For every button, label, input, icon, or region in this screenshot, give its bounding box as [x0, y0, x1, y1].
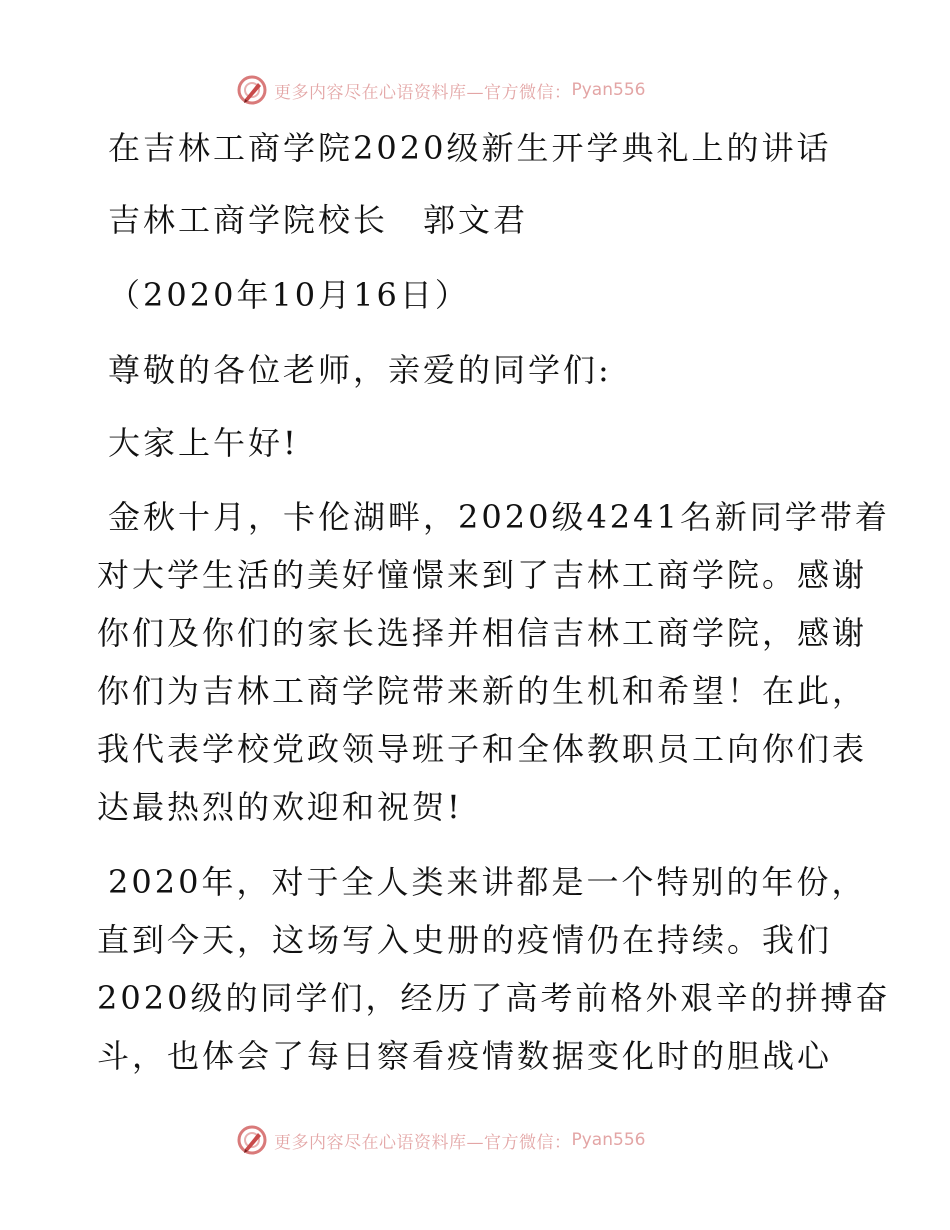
paragraph-line: 金秋十月，卡伦湖畔，2020级4241名新同学带着: [108, 498, 890, 536]
document-author: 吉林工商学院校长 郭文君: [108, 201, 529, 239]
watermark-banner-top: [236, 73, 645, 107]
paragraph-line: 2020级的同学们，经历了高考前格外艰辛的拼搏奋: [97, 979, 891, 1017]
watermark-wechat-id: Pyan556: [571, 1130, 646, 1150]
paragraph-line: 我代表学校党政领导班子和全体教职员工向你们表: [97, 730, 868, 768]
document-title: 在吉林工商学院2020级新生开学典礼上的讲话: [108, 129, 832, 167]
paragraph-line: 你们及你们的家长选择并相信吉林工商学院，感谢: [97, 614, 868, 652]
paragraph-line: 直到今天，这场写入史册的疫情仍在持续。我们: [97, 921, 833, 959]
watermark-banner-bottom: [236, 1123, 645, 1157]
paragraph-line: 你们为吉林工商学院带来新的生机和希望！在此，: [97, 672, 868, 710]
document-greeting: 大家上午好!: [108, 424, 299, 462]
watermark-text: 更多内容尽在心语资料库—官方微信：: [274, 82, 572, 103]
paragraph-line: 对大学生活的美好憧憬来到了吉林工商学院。感谢: [97, 556, 868, 594]
watermark-wechat-id: Pyan556: [571, 80, 646, 100]
pen-logo-icon: [236, 1124, 268, 1156]
pen-logo-icon: [236, 74, 268, 106]
paragraph-line: 斗，也体会了每日察看疫情数据变化时的胆战心: [97, 1037, 833, 1075]
document-date: （2020年10月16日）: [108, 276, 470, 314]
paragraph-line: 达最热烈的欢迎和祝贺!: [97, 788, 463, 826]
paragraph-line: 2020年，对于全人类来讲都是一个特别的年份，: [108, 863, 867, 901]
watermark-text: 更多内容尽在心语资料库—官方微信：: [274, 1132, 572, 1153]
document-salutation: 尊敬的各位老师，亲爱的同学们:: [108, 351, 612, 389]
